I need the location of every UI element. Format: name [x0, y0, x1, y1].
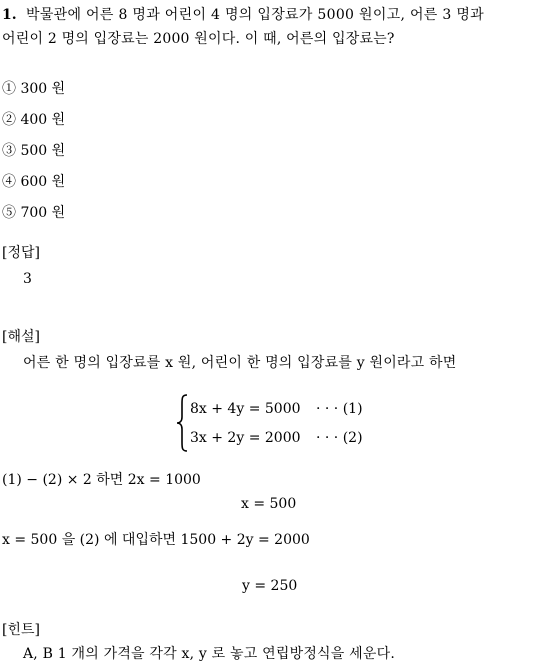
hint-label: [힌트]	[2, 622, 40, 638]
choice-5: ⑤ 700 원	[2, 205, 66, 221]
choice-1: ① 300 원	[2, 81, 66, 97]
solution-step-1: (1) − (2) × 2 하면 2x = 1000	[2, 472, 201, 488]
question-line-2: 어린이 2 명의 입장료는 2000 원이다. 이 때, 어른의 입장료는?	[2, 31, 395, 47]
solution-intro: 어른 한 명의 입장료를 x 원, 어린이 한 명의 입장료를 y 원이라고 하면	[23, 355, 457, 371]
equation-1-tag: · · · (1)	[316, 401, 363, 417]
choice-2: ② 400 원	[2, 112, 66, 128]
choice-3: ③ 500 원	[2, 143, 66, 159]
equation-2: 3x + 2y = 2000	[190, 430, 301, 446]
solution-label: [해설]	[2, 329, 40, 345]
answer-label: [정답]	[2, 245, 40, 261]
equation-system	[176, 394, 376, 452]
answer-value: 3	[23, 271, 32, 287]
solution-step-2: x = 500 을 (2) 에 대입하면 1500 + 2y = 2000	[2, 532, 310, 548]
choice-4: ④ 600 원	[2, 174, 66, 190]
equation-2-tag: · · · (2)	[316, 430, 363, 446]
solution-step-2-result: y = 250	[242, 578, 298, 594]
brace-icon	[176, 394, 188, 452]
question-line-1: 박물관에 어른 8 명과 어린이 4 명의 입장료가 5000 원이고, 어른 3 명과	[26, 7, 484, 23]
question-number: 1.	[2, 7, 17, 23]
equation-1: 8x + 4y = 5000	[190, 401, 301, 417]
solution-step-1-result: x = 500	[241, 496, 297, 512]
hint-text: A, B 1 개의 가격을 각각 x, y 로 놓고 연립방정식을 세운다.	[23, 646, 395, 662]
